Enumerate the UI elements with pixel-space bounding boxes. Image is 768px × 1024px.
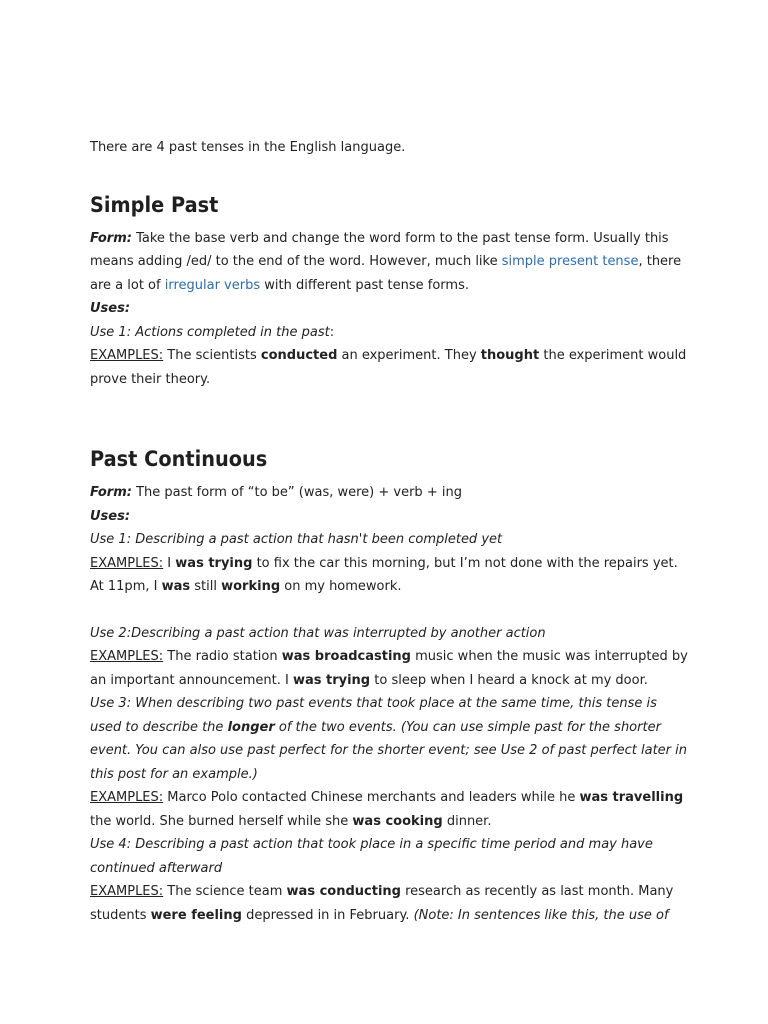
form-text: The past form of “to be” (was, were) + verb + ing <box>131 485 462 500</box>
heading-past-continuous: Past Continuous <box>90 447 268 471</box>
form-text: with different past tense forms. <box>260 277 469 293</box>
past-continuous-use1 <box>90 528 690 552</box>
use-text: Use 4: Describing a past action that took place in a specific time period and may have continued afterward <box>90 837 653 876</box>
past-continuous-examples-3 <box>90 786 690 833</box>
examples-label: EXAMPLES: <box>90 348 164 363</box>
use-text: Use 3: When describing two past events that took place at the same time, this tense is used to describe the <box>90 696 657 735</box>
example-text: the experiment would prove their theory. <box>90 348 687 387</box>
use-emphasis: longer <box>227 719 275 735</box>
simple-past-use1 <box>90 321 690 345</box>
past-continuous-examples-2 <box>90 645 690 692</box>
example-text: to sleep when I heard a knock at my door. <box>370 672 648 688</box>
example-text: I <box>163 555 176 571</box>
examples-label: EXAMPLES: <box>90 649 164 664</box>
intro-text: There are 4 past tenses in the English language. <box>90 140 406 155</box>
example-verb: conducted <box>260 348 338 363</box>
example-text: Marco Polo contacted Chinese merchants and leaders while he <box>163 790 580 805</box>
example-note: (Note: In sentences like this, the use of <box>413 907 669 923</box>
form-label: Form: <box>90 485 132 500</box>
spacer <box>90 599 690 622</box>
past-continuous-form <box>90 481 690 505</box>
simple-past-uses-label <box>90 297 690 321</box>
example-text: research as recently as last month. Many students <box>90 884 674 923</box>
example-text: dinner. <box>442 813 492 829</box>
past-continuous-examples-4 <box>90 880 690 927</box>
use-text: Use 1: Describing a past action that hasn't been completed yet <box>90 532 503 547</box>
example-verb: was travelling <box>579 790 684 805</box>
simple-past-form <box>90 227 690 298</box>
simple-past-examples <box>90 344 690 391</box>
example-verb: were feeling <box>150 907 242 923</box>
past-continuous-use4 <box>90 833 690 880</box>
use-text: Use 1: Actions completed in the past <box>90 324 330 340</box>
example-verb: was conducting <box>286 884 401 899</box>
example-verb: was broadcasting <box>281 649 411 664</box>
use-text: of the two events. (You can use simple past for the shorter event. You can also use past perfect for the shorter event; see Use 2 of past perfect later in this post for an example.) <box>90 719 688 782</box>
examples-label: EXAMPLES: <box>90 884 164 899</box>
example-text: The radio station <box>163 649 282 664</box>
example-verb: thought <box>480 348 540 363</box>
document-body <box>90 136 690 927</box>
past-continuous-examples-1 <box>90 552 690 599</box>
example-text: an experiment. They <box>337 348 481 363</box>
example-text: to fix the car this morning, but I’m not done with the repairs yet. At 11pm, I <box>90 555 678 594</box>
link-simple-present-tense[interactable]: simple present tense <box>501 254 639 269</box>
example-verb: was <box>161 579 191 594</box>
example-text: the world. She burned herself while she <box>90 813 353 829</box>
past-continuous-use2 <box>90 622 690 646</box>
link-irregular-verbs[interactable]: irregular verbs <box>164 277 261 293</box>
uses-label: Uses: <box>90 508 131 524</box>
form-text: , there are a lot of <box>90 254 682 293</box>
example-text: The science team <box>163 884 287 899</box>
use-colon: : <box>329 324 335 340</box>
uses-label: Uses: <box>90 301 131 316</box>
heading-simple-past: Simple Past <box>90 192 219 217</box>
example-text: still <box>190 579 222 594</box>
example-text: music when the music was interrupted by an important announcement. I <box>90 649 688 688</box>
form-text: Take the base verb and change the word form to the past tense form. Usually this means adding /ed/ to the end of the word. However, much like <box>90 230 669 269</box>
example-text: on my homework. <box>280 579 402 594</box>
example-verb: was cooking <box>352 813 443 829</box>
past-continuous-uses-label <box>90 505 690 529</box>
example-text: depressed in in February. <box>241 907 414 923</box>
past-continuous-use3 <box>90 692 690 786</box>
use-text: Use 2:Describing a past action that was interrupted by another action <box>90 625 546 641</box>
example-verb: was trying <box>292 672 371 688</box>
form-label: Form: <box>90 230 132 246</box>
example-verb: working <box>221 579 281 594</box>
example-text: The scientists <box>163 348 261 363</box>
example-verb: was trying <box>175 555 253 571</box>
examples-label: EXAMPLES: <box>90 555 164 571</box>
examples-label: EXAMPLES: <box>90 790 164 805</box>
